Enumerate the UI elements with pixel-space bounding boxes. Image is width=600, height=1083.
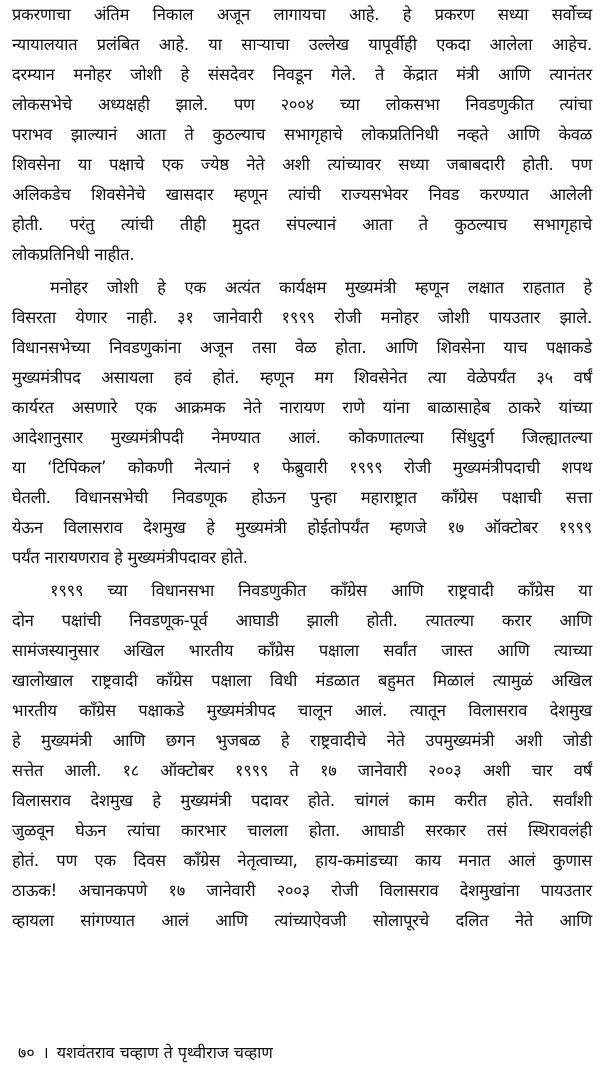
page-footer	[18, 1041, 578, 1065]
paragraph	[12, 273, 592, 573]
footer-separator: ।	[42, 1043, 49, 1062]
text-line: ठाऊक! अचानकपणे १७ जानेवारी २००३ रोजी विलासराव देशमुखांना पायउतार	[12, 881, 592, 900]
text-line: पर्यंत नारायणराव हे मुख्यमंत्रीपदावर होते.	[12, 548, 248, 567]
text-line: सत्तेत आली. १८ ऑक्टोबर १९९९ ते १७ जानेवारी २००३ अशी चार वर्षं	[12, 761, 592, 780]
text-line: येऊन विलासराव देशमुख हे मुख्यमंत्री होईतोपर्यंत म्हणजे १७ ऑक्टोबर १९९९	[12, 518, 592, 537]
text-line: या ‘टिपिकल’ कोकणी नेत्यानं १ फेब्रुवारी १९९९ रोजी मुख्यमंत्रीपदाची शपथ	[12, 458, 592, 477]
text-line: होतं. पण एक दिवस काँग्रेस नेतृत्वाच्या, हाय-कमांडच्या काय मनात आलं कुणास	[12, 851, 592, 870]
text-line: जुळवून घेऊन त्यांचा कारभार चालला होता. आघाडी सरकार तसं स्थिरावलंही	[12, 821, 592, 840]
text-line: पराभव झाल्यानं आता ते कुठल्याच सभागृहाचे लोकप्रतिनिधी नव्हते आणि केवळ	[12, 125, 592, 144]
text-line: विलासराव देशमुख हे मुख्यमंत्री पदावर होते. चांगलं काम करीत होते. सर्वांशी	[12, 791, 592, 810]
text-line: अलिकडेच शिवसेनेचे खासदार म्हणून त्यांची राज्यसभेवर निवड करण्यात आलेली	[12, 185, 592, 204]
text-line: १९९९ च्या विधानसभा निवडणुकीत काँग्रेस आणि राष्ट्रवादी काँग्रेस या	[50, 581, 592, 600]
page-number: ७०	[18, 1043, 35, 1062]
text-line: व्हायला सांगण्यात आलं आणि त्यांच्याऐवजी सोलापूरचे दलित नेते आणि	[12, 911, 592, 930]
text-line: विसरता येणार नाही. ३१ जानेवारी १९९९ रोजी मनोहर जोशी पायउतार झाले.	[12, 308, 592, 327]
paragraph	[12, 576, 592, 936]
text-line: मुख्यमंत्रीपद असायला हवं होतं. म्हणून मग शिवसेनेत त्या वेळेपर्यंत ३५ वर्षं	[12, 368, 592, 387]
text-line: प्रकरणाचा अंतिम निकाल अजून लागायचा आहे. हे प्रकरण सध्या सर्वोच्च	[12, 5, 592, 24]
text-line: आदेशानुसार मुख्यमंत्रीपदी नेमण्यात आलं. कोकणातल्या सिंधुदुर्ग जिल्ह्यातल्या	[12, 428, 592, 447]
text-line: कार्यरत असणारे एक आक्रमक नेते नारायण राणे यांना बाळासाहेब ठाकरे यांच्या	[12, 398, 592, 417]
text-line: घेतली. विधानसभेची निवडणूक होऊन पुन्हा महाराष्ट्रात काँग्रेस पक्षाची सत्ता	[12, 488, 592, 507]
text-line: हे मुख्यमंत्री आणि छगन भुजबळ हे राष्ट्रवादीचे नेते उपमुख्यमंत्री अशी जोडी	[12, 731, 592, 750]
text-line: भारतीय काँग्रेस पक्षाकडे मुख्यमंत्रीपद चालून आलं. त्यातून विलासराव देशमुख	[12, 701, 592, 720]
text-line: शिवसेना या पक्षाचे एक ज्येष्ठ नेते अशी त्यांच्यावर सध्या जबाबदारी होती. पण	[12, 155, 592, 174]
text-line: लोकसभेचे अध्यक्षही झाले. पण २००४ च्या लोकसभा निवडणुकीत त्यांचा	[12, 95, 592, 114]
text-line: होती. परंतु त्यांची तीही मुदत संपल्यानं आता ते कुठल्याच सभागृहाचे	[12, 215, 592, 234]
text-line: न्यायालयात प्रलंबित आहे. या साऱ्याचा उल्लेख यापूर्वीही एकदा आलेला आहेच.	[12, 35, 592, 54]
text-line: दरम्यान मनोहर जोशी हे संसदेवर निवडून गेले. ते केंद्रात मंत्री आणि त्यानंतर	[12, 65, 592, 84]
text-line: सामंजस्यानुसार अखिल भारतीय काँग्रेस पक्षाला सर्वांत जास्त आणि त्याच्या	[12, 641, 592, 660]
text-line: मनोहर जोशी हे एक अत्यंत कार्यक्षम मुख्यमंत्री म्हणून लक्षात राहतात हे	[50, 278, 592, 297]
paragraph	[12, 0, 592, 270]
running-title: यशवंतराव चव्हाण ते पृथ्वीराज चव्हाण	[56, 1043, 273, 1062]
text-line: दोन पक्षांची निवडणूक-पूर्व आघाडी झाली होती. त्यातल्या करार आणि	[12, 611, 592, 630]
body-text	[12, 0, 592, 936]
text-line: विधानसभेच्या निवडणुकांना अजून तसा वेळ होता. आणि शिवसेना याच पक्षाकडे	[12, 338, 592, 357]
text-line: खालोखाल राष्ट्रवादी काँग्रेस पक्षाला विधी मंडळात बहुमत मिळालं त्यामुळं अखिल	[12, 671, 592, 690]
text-line: लोकप्रतिनिधी नाहीत.	[12, 245, 135, 264]
